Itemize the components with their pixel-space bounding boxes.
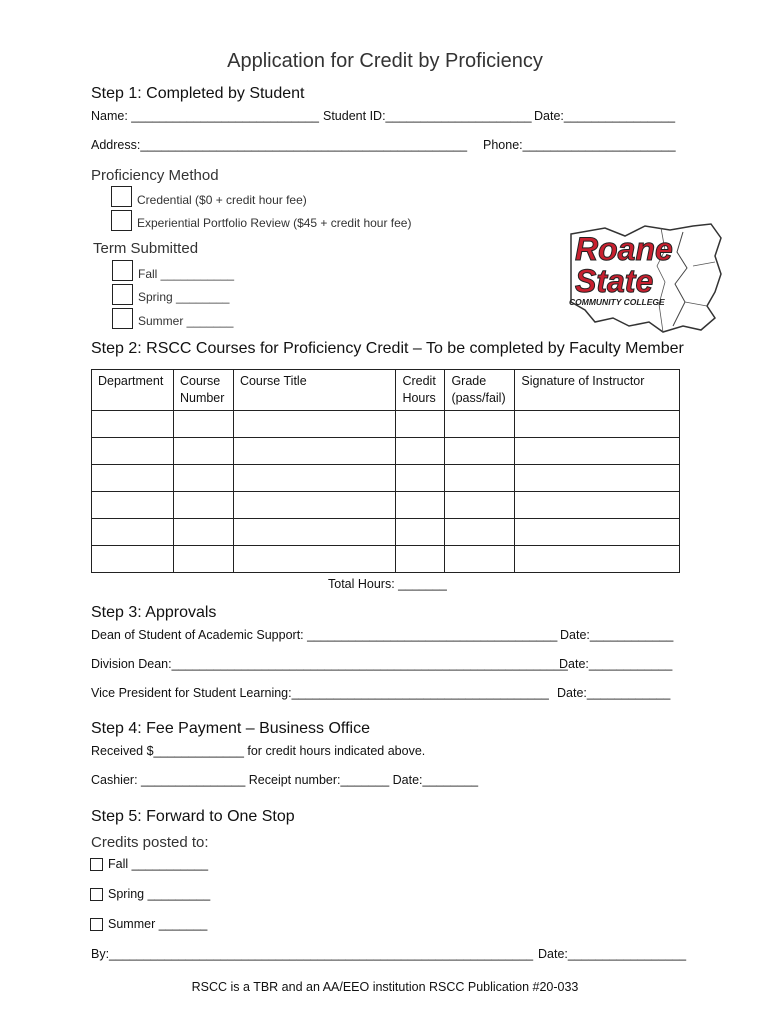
by-field[interactable]: By:_____________________________________________________________ (91, 947, 534, 961)
step5-heading: Step 5: Forward to One Stop (91, 808, 295, 825)
term-summer-label: Summer _______ (138, 314, 234, 328)
table-row[interactable] (92, 546, 680, 573)
term-spring-label: Spring ________ (138, 290, 230, 304)
table-row[interactable] (92, 519, 680, 546)
posted-spring-label: Spring _________ (108, 887, 211, 901)
vice-president-date-field[interactable]: Date:____________ (557, 686, 671, 700)
division-dean-field[interactable]: Division Dean:_________________________________________________________ (91, 657, 568, 671)
step3-heading: Step 3: Approvals (91, 604, 217, 621)
posted-summer-checkbox[interactable] (90, 918, 103, 931)
student-id-field[interactable]: Student ID:_____________________ (323, 109, 532, 123)
phone-field[interactable]: Phone:______________________ (483, 138, 676, 152)
page-title: Application for Credit by Proficiency (227, 50, 543, 72)
posted-summer-label: Summer _______ (108, 917, 208, 931)
logo-text-roane: Roane (575, 231, 673, 267)
total-hours-field[interactable]: Total Hours: _______ (328, 577, 447, 591)
address-field[interactable]: Address:_______________________________________________ (91, 138, 468, 152)
table-row[interactable] (92, 411, 680, 438)
posted-spring-checkbox[interactable] (90, 888, 103, 901)
cashier-field[interactable]: Cashier: _______________ Receipt number:_______ Date:________ (91, 773, 479, 787)
dean-date-field[interactable]: Date:____________ (560, 628, 674, 642)
division-dean-date-field[interactable]: Date:____________ (559, 657, 673, 671)
vice-president-field[interactable]: Vice President for Student Learning:_____________________________________ (91, 686, 549, 700)
logo-text-state: State (575, 263, 654, 299)
step1-heading: Step 1: Completed by Student (91, 85, 305, 102)
dean-signature-field[interactable]: Dean of Student of Academic Support: ____________________________________ (91, 628, 558, 642)
posted-fall-label: Fall ___________ (108, 857, 209, 871)
courses-table (91, 369, 680, 573)
col-department: Department (92, 370, 174, 411)
proficiency-method-heading: Proficiency Method (91, 167, 219, 184)
name-field[interactable]: Name: ___________________________ (91, 109, 319, 123)
credential-label: Credential ($0 + credit hour fee) (137, 193, 307, 207)
term-summer-checkbox[interactable] (112, 308, 133, 329)
date-field[interactable]: Date:________________ (534, 109, 676, 123)
term-fall-checkbox[interactable] (112, 260, 133, 281)
portfolio-checkbox[interactable] (111, 210, 132, 231)
step4-heading: Step 4: Fee Payment – Business Office (91, 720, 370, 737)
step2-heading: Step 2: RSCC Courses for Proficiency Credit – To be completed by Faculty Member (91, 340, 684, 357)
table-row[interactable] (92, 438, 680, 465)
term-fall-label: Fall ___________ (138, 267, 235, 281)
courses-table-header (92, 370, 680, 411)
term-spring-checkbox[interactable] (112, 284, 133, 305)
credential-checkbox[interactable] (111, 186, 132, 207)
table-row[interactable] (92, 465, 680, 492)
credits-posted-heading: Credits posted to: (91, 834, 209, 851)
col-grade: Grade (pass/fail) (445, 370, 515, 411)
logo-text-community-college: COMMUNITY COLLEGE (569, 297, 665, 307)
posted-fall-checkbox[interactable] (90, 858, 103, 871)
by-date-field[interactable]: Date:_________________ (538, 947, 687, 961)
received-field[interactable]: Received $_____________ for credit hours indicated above. (91, 744, 426, 758)
col-credit-hours: Credit Hours (396, 370, 445, 411)
roane-state-logo (565, 222, 725, 334)
term-submitted-heading: Term Submitted (93, 240, 199, 257)
table-row[interactable] (92, 492, 680, 519)
col-signature: Signature of Instructor (515, 370, 680, 411)
col-course-title: Course Title (233, 370, 396, 411)
footer-text: RSCC is a TBR and an AA/EEO institution RSCC Publication #20-033 (191, 980, 579, 994)
col-course-number: Course Number (173, 370, 233, 411)
portfolio-label: Experiential Portfolio Review ($45 + credit hour fee) (137, 216, 412, 230)
